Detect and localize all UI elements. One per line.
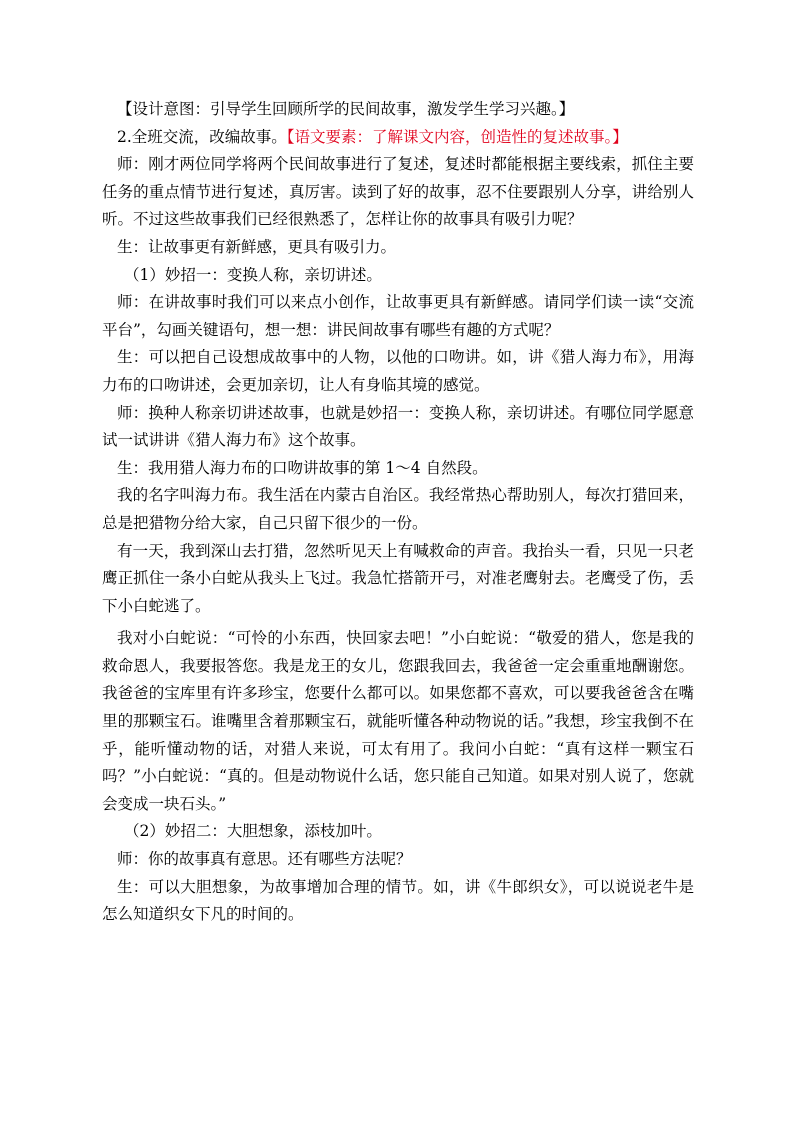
design-intent-paragraph: 【设计意图：引导学生回顾所学的民间故事，激发学生学习兴趣。】 bbox=[117, 100, 575, 118]
teacher-paragraph: 师：刚才两位同学将两个民间故事进行了复述，复述时都能根据主要线索，抓住主要任务的重点情节进行复述，真厉害。读到了好的故事，忍不住要跟别人分享，讲给别人听。不过这些故事我们已经很熟悉了，怎样让你的故事具有吸引力呢？ bbox=[102, 155, 694, 229]
student-paragraph: 生：可以把自己设想成故事中的人物，以他的口吻讲。如，讲《猎人海力布》，用海力布的口吻讲述，会更加亲切，让人有身临其境的感觉。 bbox=[102, 348, 694, 394]
story-paragraph: 有一天，我到深山去打猎，忽然听见天上有喊救命的声音。我抬头一看，只见一只老鹰正抓住一条小白蛇从我头上飞过。我急忙搭箭开弓，对准老鹰射去。老鹰受了伤，丢下小白蛇逃了。 bbox=[102, 541, 694, 615]
step-2-heading bbox=[102, 124, 694, 152]
document-body bbox=[102, 96, 694, 929]
teacher-paragraph: 师：你的故事真有意思。还有哪些方法呢？ bbox=[117, 850, 412, 869]
student-paragraph: 生：让故事更有新鲜感，更具有吸引力。 bbox=[117, 237, 397, 256]
story-paragraph: 我的名字叫海力布。我生活在内蒙古自治区。我经常热心帮助别人，每次打猎回来，总是把猎物分给大家，自己只留下很少的一份。 bbox=[102, 486, 694, 532]
story-paragraph: 我对小白蛇说：“可怜的小东西，快回家去吧！”小白蛇说：“敬爱的猎人，您是我的救命恩人，我要报答您。我是龙王的女儿，您跟我回去，我爸爸一定会重重地酬谢您。我爸爸的宝库里有许多珍宝，您要什么都可以。如果您都不喜欢，可以要我爸爸含在嘴里的那颗宝石。谁嘴里含着那颗宝石，就能听懂各种动物说的话。”我想，珍宝我倒不在乎，能听懂动物的话，对猎人来说，可太有用了。我问小白蛇：“真有这样一颗宝石吗？”小白蛇说：“真的。但是动物说什么话，您只能自己知道。如果对别人说了，您就会变成一块石头。” bbox=[102, 629, 694, 813]
student-paragraph: 生：我用猎人海力布的口吻讲故事的第 1～4 自然段。 bbox=[117, 458, 488, 477]
tip-two-heading: （2）妙招二：大胆想象，添枝加叶。 bbox=[124, 822, 382, 841]
teacher-paragraph: 师：换种人称亲切讲述故事，也就是妙招一：变换人称，亲切讲述。有哪位同学愿意试一试讲讲《猎人海力布》这个故事。 bbox=[102, 403, 694, 450]
step-2-title: 2.全班交流，改编故事。 bbox=[117, 127, 287, 146]
language-element-note: 【语文要素：了解课文内容，创造性的复述故事。】 bbox=[286, 127, 628, 146]
tip-one-heading: （1）妙招一：变换人称，亲切讲述。 bbox=[124, 265, 382, 284]
student-paragraph: 生：可以大胆想象，为故事增加合理的情节。如，讲《牛郎织女》，可以说说老牛是怎么知道织女下凡的时间的。 bbox=[102, 877, 694, 924]
teacher-paragraph: 师：在讲故事时我们可以来点小创作，让故事更具有新鲜感。请同学们读一读“交流平台”，勾画关键语句，想一想：讲民间故事有哪些有趣的方式呢？ bbox=[102, 293, 694, 339]
